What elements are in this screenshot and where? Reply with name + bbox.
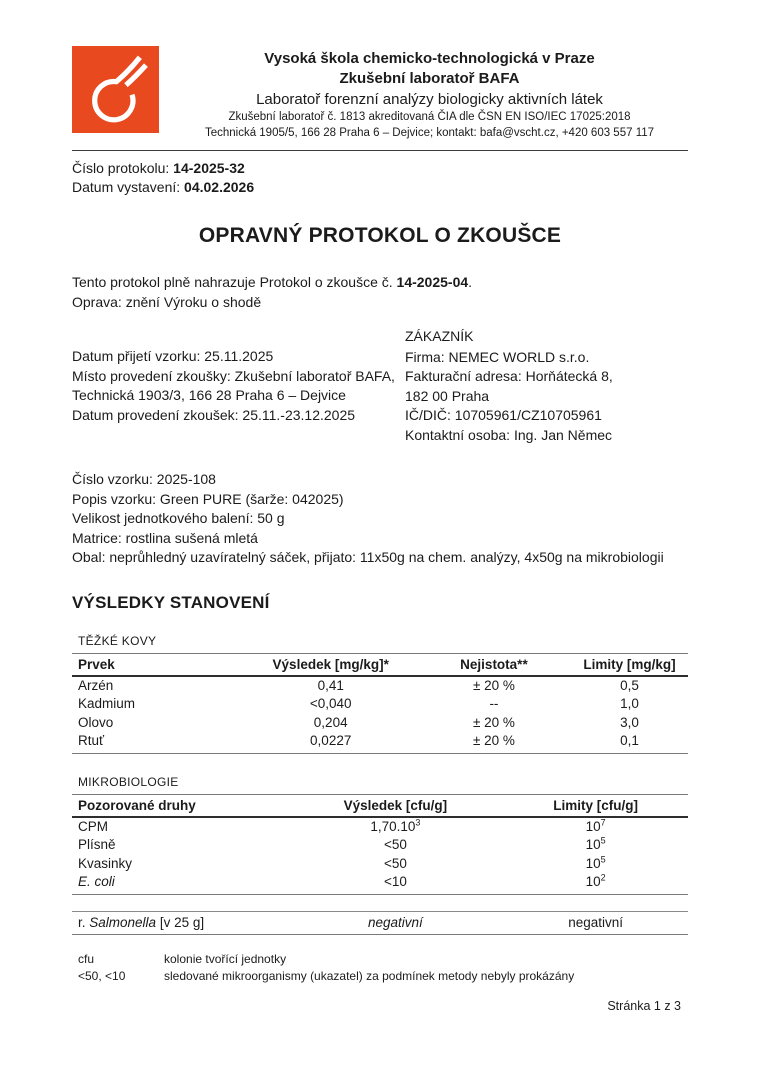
limit-cell <box>503 817 688 837</box>
vscht-logo <box>72 46 159 133</box>
result-value: <10 <box>383 874 407 889</box>
limit-cell: negativní <box>503 911 688 935</box>
limit-cell: 1,0 <box>620 696 639 711</box>
element-cell: Arzén <box>78 677 114 693</box>
customer-city: 182 00 Praha <box>405 387 490 404</box>
limit-cell: 3,0 <box>620 714 639 730</box>
sample-description-line: Popis vzorku: Green PURE (šarže: 042025) <box>72 490 344 507</box>
sample-info <box>72 470 688 568</box>
customer-block <box>405 327 688 445</box>
species-prefix: r. <box>78 914 90 930</box>
element-cell: Olovo <box>78 714 114 730</box>
limit-cell: 0,5 <box>620 677 639 693</box>
element-cell: Kadmium <box>78 696 136 711</box>
table-row <box>72 873 688 894</box>
limit-exponent: 7 <box>600 817 606 827</box>
column-header: Limity [cfu/g] <box>503 794 688 817</box>
lab-name: Zkušební laboratoř BAFA <box>339 70 520 87</box>
result-cell <box>288 836 504 855</box>
protocol-number-line <box>72 159 688 178</box>
received-date-line: Datum přijetí vzorku: 25.11.2025 <box>72 348 274 364</box>
letterhead <box>72 46 688 141</box>
limit-value: 10 <box>585 837 601 852</box>
result-value: <50 <box>383 855 407 871</box>
uncertainty-cell: ± 20 % <box>417 732 571 753</box>
replacement-line1-suffix: . <box>468 274 473 290</box>
heavy-metals-label: TĚŽKÉ KOVY <box>78 633 157 648</box>
test-location-line2: Technická 1903/3, 166 28 Praha 6 – Dejvice <box>72 387 346 403</box>
footnote-description: kolonie tvořící jednotky <box>164 952 287 966</box>
species-cell: Plísně <box>78 837 116 852</box>
uncertainty-cell: -- <box>489 696 499 711</box>
footnote-term: <50, <10 <box>78 969 126 983</box>
limit-cell <box>503 855 688 874</box>
species-name: Salmonella <box>89 914 157 930</box>
column-header: Pozorované druhy <box>72 794 288 817</box>
microbiology-table <box>72 794 688 895</box>
result-cell: negativní <box>288 911 504 935</box>
details-columns <box>72 327 688 445</box>
table-row <box>72 855 688 874</box>
element-cell: Rtuť <box>72 732 244 753</box>
limit-cell: 0,1 <box>571 732 688 753</box>
page-number: Stránka 1 z 3 <box>607 999 681 1013</box>
species-cell: E. coli <box>72 873 288 894</box>
test-details <box>72 327 405 445</box>
salmonella-table <box>72 911 688 936</box>
microbiology-label: MIKROBIOLOGIE <box>78 774 179 789</box>
replacement-line1 <box>72 273 688 293</box>
uncertainty-cell: ± 20 % <box>472 677 515 693</box>
protocol-number-label: Číslo protokolu: <box>72 160 174 176</box>
column-header: Výsledek [cfu/g] <box>288 794 504 817</box>
lab-subtitle: Laboratoř forenzní analýzy biologicky aktivních látek <box>256 91 603 108</box>
test-dates-line: Datum provedení zkoušek: 25.11.-23.12.2025 <box>72 406 356 423</box>
table-row <box>72 676 688 696</box>
footnote-row <box>72 968 688 985</box>
result-cell: 0,0227 <box>244 732 416 753</box>
footnote-term: cfu <box>78 952 95 966</box>
replacement-note <box>72 273 688 312</box>
sample-unit-size-line: Velikost jednotkového balení: 50 g <box>72 510 285 526</box>
species-cell: Kvasinky <box>78 855 133 871</box>
limit-value: 10 <box>585 855 601 871</box>
protocol-number-value: 14-2025-32 <box>173 160 245 176</box>
result-cell <box>288 817 504 837</box>
species-suffix: [v 25 g] <box>156 914 205 930</box>
replaced-protocol-number: 14-2025-04 <box>396 274 469 290</box>
column-header: Limity [mg/kg] <box>571 653 688 676</box>
limit-value: 10 <box>585 874 601 889</box>
accreditation: Zkušební laboratoř č. 1813 akreditovaná ČIA dle ČSN EN ISO/IEC 17025:2018 <box>228 111 631 123</box>
page-title: OPRAVNÝ PROTOKOL O ZKOUŠCE <box>198 224 562 247</box>
result-exponent: 3 <box>415 817 421 827</box>
customer-company: Firma: NEMEC WORLD s.r.o. <box>405 348 590 365</box>
uncertainty-cell: ± 20 % <box>472 714 515 730</box>
table-row <box>72 714 688 733</box>
org-name: Vysoká škola chemicko-technologická v Praze <box>264 50 595 67</box>
table-row <box>72 732 688 753</box>
heavy-metals-header-row <box>72 653 688 676</box>
result-cell <box>288 855 504 874</box>
correction-line: Oprava: znění Výroku o shodě <box>72 293 262 310</box>
letterhead-text <box>171 46 688 141</box>
column-header: Nejistota** <box>417 653 571 676</box>
footnotes <box>72 951 688 985</box>
column-header: Výsledek [mg/kg]* <box>244 653 416 676</box>
issue-date-label: Datum vystavení: <box>72 179 185 195</box>
sample-matrix-line: Matrice: rostlina sušená mletá <box>72 529 258 546</box>
customer-heading: ZÁKAZNÍK <box>405 328 474 344</box>
limit-cell <box>503 836 688 855</box>
limit-cell <box>503 873 688 894</box>
limit-exponent: 5 <box>600 835 606 846</box>
result-cell: <0,040 <box>309 696 352 711</box>
header-divider <box>72 150 688 151</box>
species-cell: CPM <box>78 818 108 834</box>
customer-address: Fakturační adresa: Horňátecká 8, <box>405 368 613 384</box>
result-cell: 0,204 <box>313 714 348 730</box>
species-cell <box>72 911 288 935</box>
footnote-description: sledované mikroorganismy (ukazatel) za podmínek metody nebyly prokázány <box>164 969 575 983</box>
sample-packaging-line: Obal: neprůhledný uzavíratelný sáček, přijato: 11x50g na chem. analýzy, 4x50g na mikrobiologii <box>72 549 664 565</box>
result-value: 1,70.10 <box>370 818 416 834</box>
table-row <box>72 695 688 714</box>
customer-ids: IČ/DIČ: 10705961/CZ10705961 <box>405 407 602 423</box>
result-cell: 0,41 <box>317 677 344 693</box>
footnote-row <box>72 951 688 968</box>
replacement-line1-prefix: Tento protokol plně nahrazuje Protokol o zkoušce č. <box>72 274 397 290</box>
result-cell <box>288 873 504 894</box>
microbiology-header-row <box>72 794 688 817</box>
results-heading: VÝSLEDKY STANOVENÍ <box>72 592 270 612</box>
issue-date-value: 04.02.2026 <box>184 179 255 195</box>
salmonella-row <box>72 911 688 935</box>
table-row <box>72 836 688 855</box>
result-value: <50 <box>383 837 407 852</box>
issue-date-line <box>72 178 688 197</box>
limit-exponent: 2 <box>600 872 606 883</box>
sample-number-line: Číslo vzorku: 2025-108 <box>72 471 216 487</box>
table-row <box>72 817 688 837</box>
column-header: Prvek <box>72 653 244 676</box>
heavy-metals-table <box>72 653 688 754</box>
customer-contact: Kontaktní osoba: Ing. Jan Němec <box>405 426 613 443</box>
limit-value: 10 <box>585 818 601 834</box>
limit-exponent: 5 <box>600 854 606 864</box>
contact-line: Technická 1905/5, 166 28 Praha 6 – Dejvice; kontakt: bafa@vscht.cz, +420 603 557 117 <box>204 126 655 139</box>
test-location-line: Místo provedení zkoušky: Zkušební laboratoř BAFA, <box>72 367 395 384</box>
